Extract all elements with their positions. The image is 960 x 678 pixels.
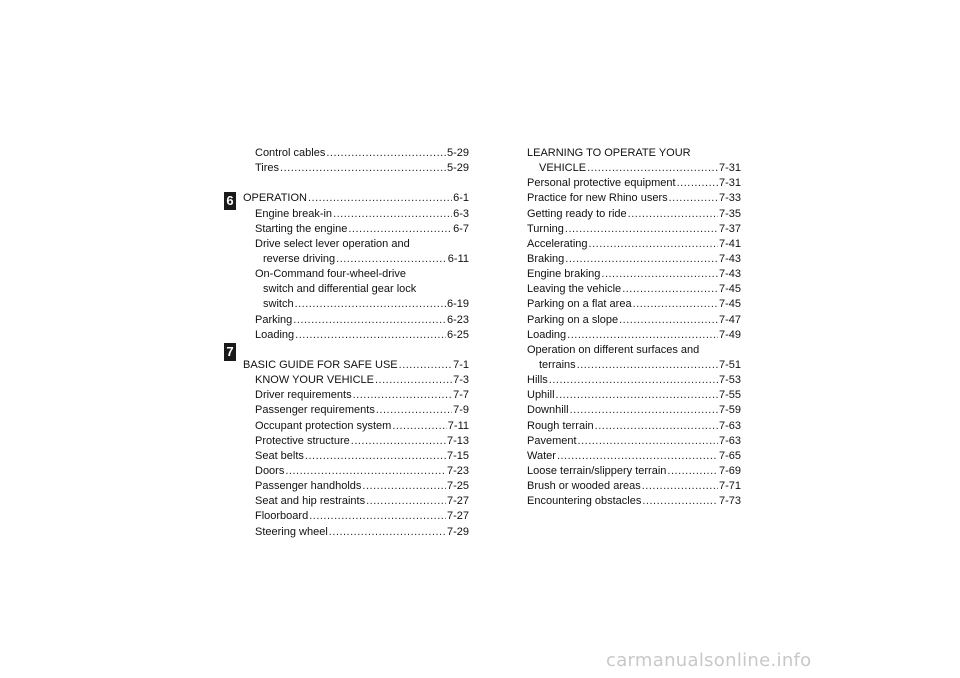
toc-entry-page: 7-59 xyxy=(718,404,741,417)
dot-leader xyxy=(619,313,718,328)
toc-entry-page: 7-1 xyxy=(453,358,469,371)
dot-leader xyxy=(622,282,718,297)
dot-leader xyxy=(578,434,718,449)
toc-entry xyxy=(527,176,741,191)
toc-entry-title: Brush or wooded areas xyxy=(527,480,641,493)
toc-entry-title: KNOW YOUR VEHICLE xyxy=(255,374,374,387)
toc-entry-page: 5-29 xyxy=(446,162,469,175)
toc-entry xyxy=(527,388,741,403)
toc-entry xyxy=(527,479,741,494)
toc-entry xyxy=(527,403,741,418)
toc-entry-page: 7-29 xyxy=(446,525,469,538)
toc-entry-page: 6-25 xyxy=(446,328,469,341)
dot-leader xyxy=(329,525,446,540)
toc-entry xyxy=(527,464,741,479)
toc-entry-title: Passenger handholds xyxy=(255,480,362,493)
toc-entry-title: Parking on a flat area xyxy=(527,298,632,311)
dot-leader xyxy=(348,222,452,237)
dot-leader xyxy=(309,509,446,524)
dot-leader xyxy=(353,388,453,403)
chapter-6-tab: 6 xyxy=(224,192,236,210)
toc-entry xyxy=(527,282,741,297)
dot-leader xyxy=(669,191,718,206)
toc-entry-title: Parking on a slope xyxy=(527,313,619,326)
dot-leader xyxy=(601,267,718,282)
toc-entry-page: 6-3 xyxy=(453,207,469,220)
dot-leader xyxy=(557,449,718,464)
toc-entry-page: 7-53 xyxy=(718,374,741,387)
toc-entry-page: 6-23 xyxy=(446,313,469,326)
toc-entry xyxy=(243,494,469,509)
toc-entry xyxy=(527,358,741,373)
toc-entry-page: 7-55 xyxy=(718,389,741,402)
dot-leader xyxy=(642,494,718,509)
toc-entry xyxy=(243,328,469,343)
dot-leader xyxy=(587,161,718,176)
toc-entry-title: Water xyxy=(527,449,556,462)
toc-entry-title: Loading xyxy=(255,328,295,341)
dot-leader xyxy=(570,403,718,418)
toc-entry xyxy=(527,207,741,222)
dot-leader xyxy=(362,479,446,494)
dot-leader xyxy=(567,328,718,343)
toc-entry-page: 7-35 xyxy=(718,207,741,220)
toc-entry-title: Loose terrain/slippery terrain xyxy=(527,464,667,477)
toc-entry-page: 7-31 xyxy=(718,162,741,175)
toc-entry xyxy=(527,434,741,449)
toc-entry-page: 7-31 xyxy=(718,177,741,190)
toc-entry xyxy=(527,328,741,343)
toc-entry-title: Engine break-in xyxy=(255,207,333,220)
toc-entry xyxy=(527,449,741,464)
toc-entry xyxy=(527,237,741,252)
toc-entry xyxy=(243,449,469,464)
toc-entry xyxy=(527,343,741,358)
toc-entry-page: 7-69 xyxy=(718,464,741,477)
toc-entry-title: Control cables xyxy=(255,147,326,159)
chapter-7-tab: 7 xyxy=(224,343,236,361)
toc-entry xyxy=(243,509,469,524)
toc-entry-title: terrains xyxy=(539,358,576,371)
toc-spacer xyxy=(243,343,469,358)
dot-leader xyxy=(392,419,446,434)
toc-entry-title: reverse driving xyxy=(263,252,336,265)
toc-entry-title: Rough terrain xyxy=(527,419,594,432)
toc-entry-title: Drive select lever operation and xyxy=(255,237,410,250)
toc-entry-page: 7-33 xyxy=(718,192,741,205)
toc-entry-title: Seat belts xyxy=(255,449,304,462)
dot-leader xyxy=(556,388,718,403)
toc-entry-title: Pavement xyxy=(527,434,577,447)
dot-leader xyxy=(577,358,718,373)
toc-entry xyxy=(243,434,469,449)
toc-spacer xyxy=(243,176,469,191)
toc-entry xyxy=(527,373,741,388)
toc-entry xyxy=(243,464,469,479)
toc-entry-page: 7-13 xyxy=(446,434,469,447)
dot-leader xyxy=(595,419,718,434)
toc-entry xyxy=(243,207,469,222)
toc-entry-title: Leaving the vehicle xyxy=(527,283,622,296)
toc-entry-page: 7-45 xyxy=(718,283,741,296)
dot-leader xyxy=(633,297,718,312)
toc-entry-page: 7-43 xyxy=(718,252,741,265)
dot-leader xyxy=(375,373,452,388)
toc-entry-page: 7-27 xyxy=(446,495,469,508)
toc-entry-title: Starting the engine xyxy=(255,222,348,235)
toc-entry xyxy=(527,191,741,206)
dot-leader xyxy=(305,449,446,464)
dot-leader xyxy=(589,237,718,252)
dot-leader xyxy=(280,161,446,176)
toc-entry-title: Operation on different surfaces and xyxy=(527,343,700,356)
toc-entry-title: Passenger requirements xyxy=(255,404,375,417)
dot-leader xyxy=(565,252,718,267)
toc-entry-title: Floorboard xyxy=(255,510,309,523)
toc-entry xyxy=(243,237,469,252)
toc-entry xyxy=(243,313,469,328)
toc-entry xyxy=(243,388,469,403)
toc-entry-page: 6-19 xyxy=(446,298,469,311)
toc-entry xyxy=(527,313,741,328)
toc-entry xyxy=(527,146,741,161)
toc-entry xyxy=(527,267,741,282)
dot-leader xyxy=(549,373,718,388)
toc-entry-title: Practice for new Rhino users xyxy=(527,192,668,205)
toc-entry xyxy=(243,267,469,282)
dot-leader xyxy=(326,146,446,161)
toc-entry-title: Doors xyxy=(255,464,285,477)
toc-entry-title: Engine braking xyxy=(527,268,601,281)
toc-entry-title: Accelerating xyxy=(527,237,588,250)
toc-entry xyxy=(243,358,469,373)
toc-entry-page: 7-11 xyxy=(447,419,469,432)
toc-entry xyxy=(243,297,469,312)
toc-entry-page: 7-63 xyxy=(718,434,741,447)
toc-entry-page: 7-37 xyxy=(718,222,741,235)
toc-entry xyxy=(527,161,741,176)
toc-entry-page: 7-47 xyxy=(718,313,741,326)
toc-entry-title: Loading xyxy=(527,328,567,341)
toc-entry-page: 7-45 xyxy=(718,298,741,311)
toc-entry-page: 7-25 xyxy=(446,480,469,493)
watermark-text: carmanualsonline.info xyxy=(606,650,812,671)
dot-leader xyxy=(376,403,452,418)
toc-entry-title: Parking xyxy=(255,313,293,326)
toc-entry xyxy=(243,161,469,176)
toc-entry xyxy=(527,297,741,312)
dot-leader xyxy=(642,479,718,494)
toc-entry-page: 7-41 xyxy=(718,237,741,250)
toc-entry-page: 7-23 xyxy=(446,464,469,477)
toc-entry-title: Getting ready to ride xyxy=(527,207,627,220)
toc-entry-title: Driver requirements xyxy=(255,389,352,402)
toc-right-column xyxy=(527,146,741,509)
toc-entry-title: Braking xyxy=(527,252,565,265)
toc-entry-title: BASIC GUIDE FOR SAFE USE xyxy=(243,358,398,371)
toc-entry-title: Downhill xyxy=(527,404,569,417)
toc-entry-title: Encountering obstacles xyxy=(527,495,642,508)
dot-leader xyxy=(336,252,447,267)
toc-entry-page: 7-3 xyxy=(453,374,469,387)
dot-leader xyxy=(295,297,446,312)
toc-entry xyxy=(243,146,469,161)
toc-entry xyxy=(243,419,469,434)
toc-entry xyxy=(527,252,741,267)
toc-entry xyxy=(243,191,469,206)
dot-leader xyxy=(565,222,718,237)
toc-entry xyxy=(527,494,741,509)
toc-entry-page: 7-65 xyxy=(718,449,741,462)
dot-leader xyxy=(667,464,718,479)
toc-entry-page: 7-49 xyxy=(718,328,741,341)
dot-leader xyxy=(399,358,452,373)
toc-entry-title: switch xyxy=(263,298,294,311)
toc-entry-page: 7-43 xyxy=(718,268,741,281)
toc-entry-title: LEARNING TO OPERATE YOUR xyxy=(527,147,691,159)
dot-leader xyxy=(677,176,718,191)
toc-entry-title: OPERATION xyxy=(243,192,307,205)
toc-entry-page: 7-9 xyxy=(453,404,469,417)
toc-entry-page: 7-15 xyxy=(446,449,469,462)
toc-left-column xyxy=(243,146,469,540)
toc-entry-title: Tires xyxy=(255,162,280,175)
toc-entry-page: 6-1 xyxy=(453,192,469,205)
toc-entry-page: 7-63 xyxy=(718,419,741,432)
dot-leader xyxy=(295,328,446,343)
toc-entry-title: Hills xyxy=(527,374,548,387)
toc-entry xyxy=(243,403,469,418)
toc-entry xyxy=(243,525,469,540)
toc-entry-title: Occupant protection system xyxy=(255,419,392,432)
toc-entry-title: Turning xyxy=(527,222,564,235)
toc-entry xyxy=(243,282,469,297)
toc-entry-title: switch and differential gear lock xyxy=(263,283,417,296)
dot-leader xyxy=(628,207,718,222)
toc-entry xyxy=(243,479,469,494)
toc-entry-page: 7-73 xyxy=(718,495,741,508)
toc-entry-page: 7-71 xyxy=(718,480,741,493)
toc-entry-title: Steering wheel xyxy=(255,525,328,538)
toc-entry-title: VEHICLE xyxy=(539,162,587,175)
dot-leader xyxy=(293,313,446,328)
toc-entry xyxy=(243,222,469,237)
dot-leader xyxy=(366,494,446,509)
toc-entry xyxy=(527,419,741,434)
dot-leader xyxy=(333,207,452,222)
dot-leader xyxy=(351,434,446,449)
toc-entry xyxy=(243,252,469,267)
toc-entry xyxy=(527,222,741,237)
toc-entry-page: 5-29 xyxy=(446,147,469,159)
toc-entry-page: 7-7 xyxy=(453,389,469,402)
toc-entry-title: On-Command four-wheel-drive xyxy=(255,268,406,281)
toc-entry-page: 6-7 xyxy=(453,222,469,235)
dot-leader xyxy=(285,464,446,479)
toc-entry-title: Uphill xyxy=(527,389,555,402)
toc-entry-page: 7-27 xyxy=(446,510,469,523)
toc-entry-title: Personal protective equipment xyxy=(527,177,676,190)
toc-entry-title: Seat and hip restraints xyxy=(255,495,366,508)
toc-entry-title: Protective structure xyxy=(255,434,350,447)
toc-entry-page: 6-11 xyxy=(447,252,469,265)
toc-entry xyxy=(243,373,469,388)
dot-leader xyxy=(308,191,452,206)
toc-entry-page: 7-51 xyxy=(718,358,741,371)
